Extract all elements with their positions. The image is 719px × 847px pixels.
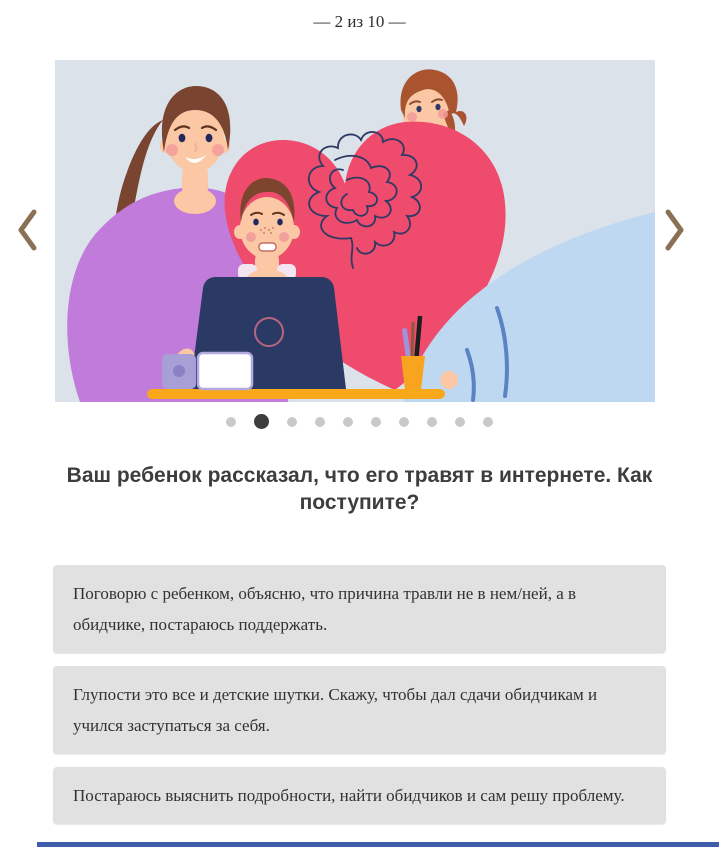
chevron-right-icon [660,206,690,254]
carousel-dot-7[interactable] [399,417,409,427]
family-cyberbullying-illustration [55,60,655,402]
chevron-left-icon [12,206,42,254]
answer-option-3[interactable]: Постараюсь выяснить подробности, найти обидчиков и сам решу проблему. [53,767,666,824]
teen-hand [440,361,468,389]
footer-accent-bar [37,842,719,847]
answers-list [53,565,666,837]
white-box [198,353,252,389]
quiz-illustration [55,60,655,402]
carousel-dot-8[interactable] [427,417,437,427]
answer-option-1[interactable]: Поговорю с ребенком, объясню, что причина травли не в нем/ней, а в обидчике, постараюсь поддержать. [53,565,666,653]
carousel-dot-3[interactable] [287,417,297,427]
question-title: Ваш ребенок рассказал, что его травят в интернете. Как поступите? [66,464,653,515]
carousel-dot-9[interactable] [455,417,465,427]
carousel-dot-5[interactable] [343,417,353,427]
carousel-dot-1[interactable] [226,417,236,427]
child-worried-mouth [259,243,276,251]
question-counter: — 2 из 10 — [313,12,406,31]
speaker-device [162,354,196,389]
carousel-dot-4[interactable] [315,417,325,427]
carousel-dot-6[interactable] [371,417,381,427]
carousel-dots [0,414,719,429]
answer-option-2[interactable]: Глупости это все и детские шутки. Скажу, чтобы дал сдачи обидчикам и учился заступаться за себя. [53,666,666,754]
desk [147,389,445,399]
carousel-prev-button[interactable] [12,204,42,256]
carousel-dot-10[interactable] [483,417,493,427]
carousel-dot-2[interactable] [254,414,269,429]
carousel-next-button[interactable] [660,204,690,256]
